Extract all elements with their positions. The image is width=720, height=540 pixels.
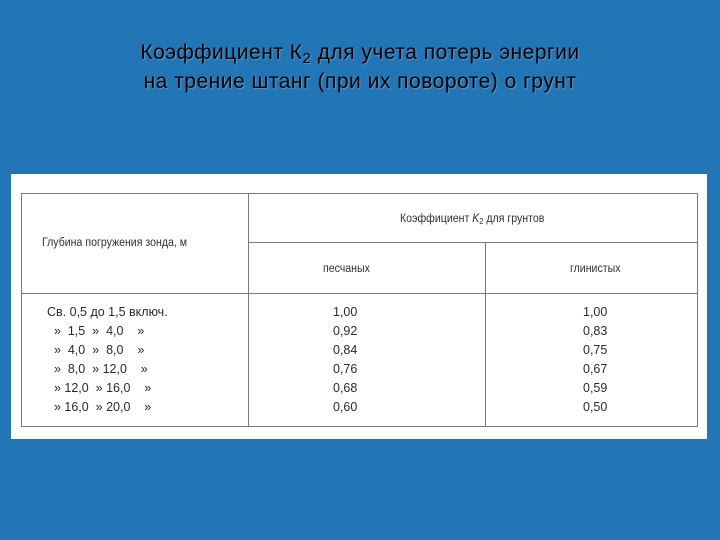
header-coefficient-prefix: Коэффициент — [400, 213, 473, 225]
row-sand-value: 0,84 — [333, 343, 358, 357]
table-row — [22, 342, 699, 361]
header-coefficient-suffix: для грунтов — [483, 213, 545, 225]
row-depth: » 1,5 » 4,0 » — [47, 324, 145, 338]
row-clay-value: 0,50 — [583, 400, 608, 414]
row-depth: » 12,0 » 16,0 » — [47, 381, 152, 395]
row-sand-value: 1,00 — [333, 305, 358, 319]
table-row — [22, 361, 699, 380]
row-clay-value: 0,83 — [583, 324, 608, 338]
table-row — [22, 323, 699, 342]
slide-title-line-2: на трение штанг (при их повороте) о грунт — [143, 70, 577, 93]
header-divider-top — [248, 242, 697, 243]
row-clay-value: 1,00 — [583, 305, 608, 319]
header-divider-bottom — [22, 293, 697, 294]
table-row — [22, 399, 699, 418]
table-row — [22, 380, 699, 399]
header-sand: песчаных — [323, 263, 370, 275]
header-coefficient-subscript: 2 — [479, 217, 484, 226]
title-subscript: 2 — [302, 50, 312, 67]
row-depth: » 16,0 » 20,0 » — [47, 400, 152, 414]
row-depth: » 8,0 » 12,0 » — [47, 362, 148, 376]
row-sand-value: 0,60 — [333, 400, 358, 414]
header-depth: Глубина погружения зонда, м — [42, 237, 188, 249]
row-sand-value: 0,92 — [333, 324, 358, 338]
header-clay: глинистых — [570, 263, 621, 275]
header-coefficient — [400, 213, 544, 225]
coefficient-table — [21, 193, 698, 427]
row-clay-value: 0,75 — [583, 343, 608, 357]
table-panel — [11, 174, 707, 439]
slide-title-line-1 — [0, 38, 720, 67]
header-coefficient-symbol: K — [472, 213, 480, 225]
slide-title — [0, 38, 720, 96]
row-clay-value: 0,59 — [583, 381, 608, 395]
title-suffix: для учета потерь энергии — [311, 41, 580, 64]
title-prefix: Коэффициент К — [140, 41, 303, 64]
row-clay-value: 0,67 — [583, 362, 608, 376]
row-sand-value: 0,76 — [333, 362, 358, 376]
row-depth: » 4,0 » 8,0 » — [47, 343, 145, 357]
row-depth: Св. 0,5 до 1,5 включ. — [47, 305, 168, 319]
row-sand-value: 0,68 — [333, 381, 358, 395]
table-row — [22, 304, 699, 323]
